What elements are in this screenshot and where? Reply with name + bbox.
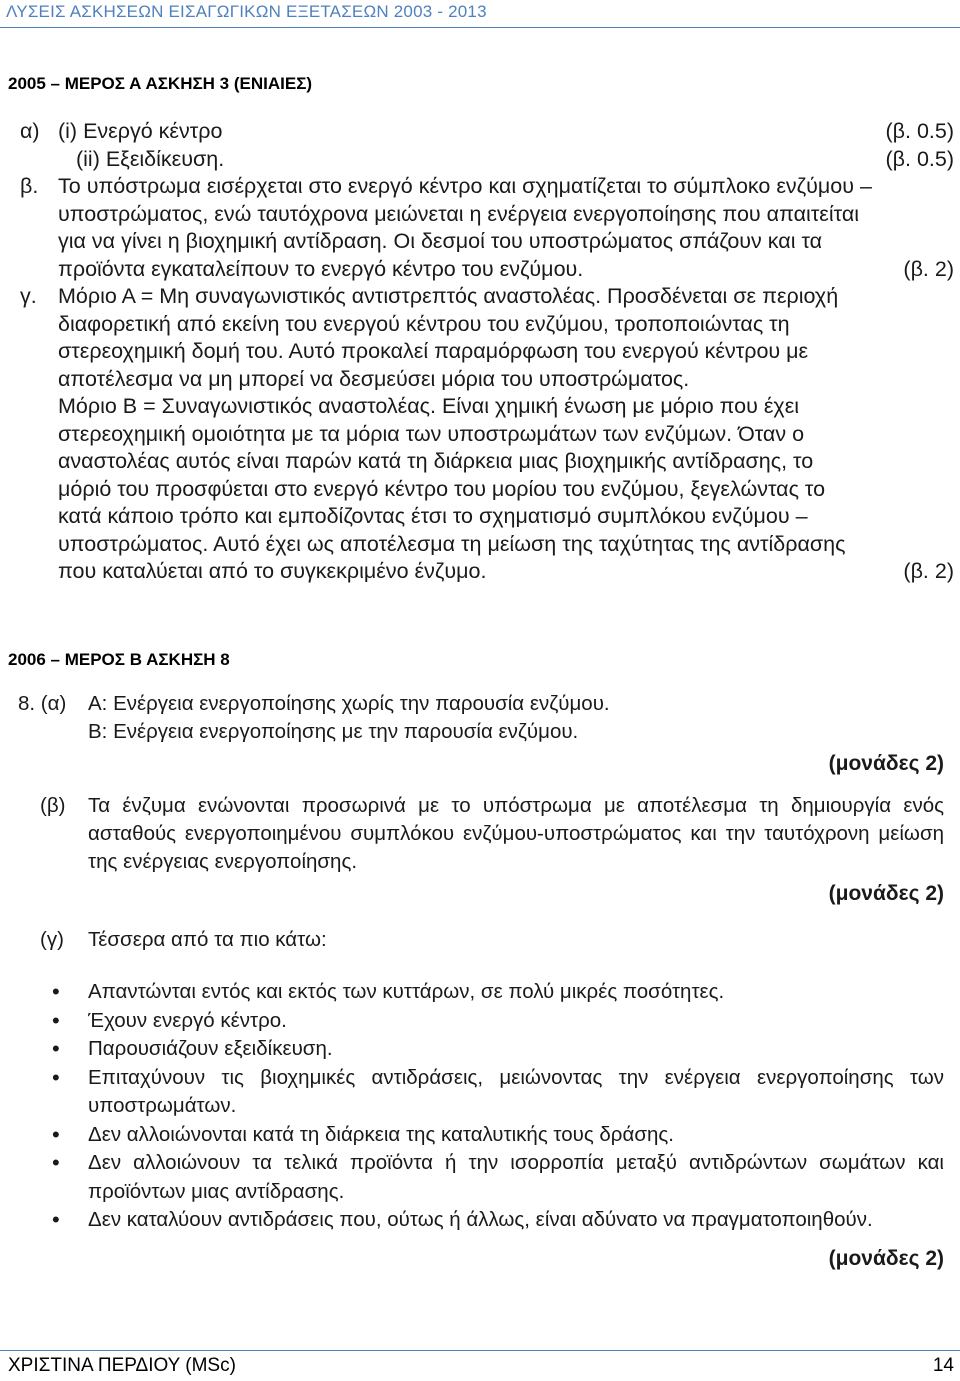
s2-b-text: Τα ένζυμα ενώνονται προσωρινά με το υπόστρωμα με αποτέλεσμα τη δημιουργία ενός ασταθούς ενεργοποιημένου συμπλόκου ενζύμου-υποστρώματος και την ταυτόχρονη μείωση της ενέργειας ενεργοποίησης. bbox=[88, 794, 944, 873]
s2-c-intro: Τέσσερα από τα πιο κάτω: bbox=[88, 928, 327, 951]
s2-c-label: (γ) bbox=[40, 928, 64, 951]
s1-b-row-3 bbox=[20, 256, 954, 284]
s2-a-line1: Α: Ενέργεια ενεργοποίησης χωρίς την παρουσία ενζύμου. bbox=[88, 692, 610, 715]
s2-a-line2: Β: Ενέργεια ενεργοποίησης με την παρουσία ενζύμου. bbox=[88, 720, 579, 743]
s1-c-label: γ. bbox=[20, 284, 37, 308]
footer-author: ΧΡΙΣΤΙΝΑ ΠΕΡΔΙΟΥ (MSc) bbox=[8, 1355, 236, 1376]
s1-b-row-0 bbox=[20, 173, 954, 201]
s1-b-line: υποστρώματος, ενώ ταυτόχρονα μειώνεται η ενέργεια ενεργοποίησης που απαιτείται bbox=[58, 201, 860, 226]
page-header: ΛΥΣΕΙΣ ΑΣΚΗΣΕΩΝ ΕΙΣΑΓΩΓΙΚΩΝ ΕΞΕΤΑΣΕΩΝ 2003 - 2013 bbox=[6, 2, 487, 21]
s1-c-line: στερεοχημική ομοιότητα με τα μόρια των υποστρωμάτων των ενζύμων. Όταν ο bbox=[58, 421, 805, 446]
header-divider bbox=[0, 27, 960, 28]
s2-c-block bbox=[18, 926, 944, 954]
s1-c-line: Μόριο Β = Συναγωνιστικός αναστολέας. Είναι χημική ένωση με μόριο που έχει bbox=[58, 394, 800, 418]
s1-a-i-row bbox=[20, 118, 954, 146]
s1-b-label: β. bbox=[20, 174, 39, 198]
s1-a-i-points: (β. 0.5) bbox=[885, 119, 954, 143]
s2-a-marks: (μονάδες 2) bbox=[828, 752, 944, 775]
list-item: • Δεν αλλοιώνονται κατά τη διάρκεια της καταλυτικής τους δράσης. bbox=[52, 1121, 944, 1150]
list-item: • Απαντώνται εντός και εκτός των κυττάρων, σε πολύ μικρές ποσότητες. bbox=[52, 978, 944, 1007]
s1-c-line: που καταλύεται από το συγκεκριμένο ένζυμο. bbox=[58, 559, 487, 583]
section1-title: 2005 – ΜΕΡΟΣ Α ΑΣΚΗΣΗ 3 (ΕΝΙΑΙΕΣ) bbox=[8, 74, 313, 93]
s1-a-ii-points: (β. 0.5) bbox=[885, 146, 954, 171]
s1-a-ii-text: (ii) Εξειδίκευση. bbox=[76, 146, 225, 171]
s1-b-line: Το υπόστρωμα εισέρχεται στο ενεργό κέντρο και σχηματίζεται το σύμπλοκο ενζύμου – bbox=[58, 174, 872, 198]
s1-c-line: μόριό του προσφύεται στο ενεργό κέντρο του μορίου του ενζύμου, ξεγελώντας το bbox=[58, 476, 826, 501]
s1-b-line: προϊόντα εγκαταλείπουν το ενεργό κέντρο του ενζύμου. bbox=[58, 256, 584, 281]
s1-a-label: α) bbox=[20, 119, 40, 143]
section2-answer-image bbox=[18, 690, 944, 1273]
footer-divider bbox=[0, 1350, 960, 1351]
s2-c-marks: (μονάδες 2) bbox=[828, 1246, 944, 1270]
s1-c-line: Μόριο Α = Μη συναγωνιστικός αντιστρεπτός αναστολέας. Προσδένεται σε περιοχή bbox=[58, 284, 839, 308]
s2-b-marks: (μονάδες 2) bbox=[828, 882, 944, 905]
s1-c-line: στερεοχημική δομή του. Αυτό προκαλεί παραμόρφωση του ενεργού κέντρου με bbox=[58, 339, 809, 363]
s1-a-ii-row bbox=[20, 146, 954, 174]
s1-c-line: αποτέλεσμα να μη μπορεί να δεσμεύσει μόρια του υποστρώματος. bbox=[58, 366, 690, 391]
s1-c-line: διαφορετική από εκείνη του ενεργού κέντρου του ενζύμου, τροποποιώντας τη bbox=[58, 311, 790, 336]
s1-c-line: κατά κάποιο τρόπο και εμποδίζοντας έτσι το σχηματισμό συμπλόκου ενζύμου – bbox=[58, 504, 808, 528]
s1-b-points: (β. 2) bbox=[903, 256, 954, 281]
s2-b-label: (β) bbox=[40, 794, 66, 817]
s1-a-i-text: (i) Ενεργό κέντρο bbox=[58, 119, 223, 143]
s2-a-label: 8. (α) bbox=[18, 692, 67, 715]
section1-answer-image bbox=[20, 118, 954, 586]
s2-a-block bbox=[18, 690, 944, 746]
s1-c-line: υποστρώματος. Αυτό έχει ως αποτέλεσμα τη μείωση της ταχύτητας της αντίδρασης bbox=[58, 531, 846, 556]
list-item: • Επιταχύνουν τις βιοχημικές αντιδράσεις, μειώνοντας την ενέργεια ενεργοποίησης των υποστρωμάτων. bbox=[52, 1064, 944, 1121]
s1-c-row-10 bbox=[20, 558, 954, 586]
s2-b-block bbox=[18, 792, 944, 876]
list-item: • Έχουν ενεργό κέντρο. bbox=[52, 1007, 944, 1036]
list-item: • Παρουσιάζουν εξειδίκευση. bbox=[52, 1035, 944, 1064]
s1-b-line: για να γίνει η βιοχημική αντίδραση. Οι δεσμοί του υποστρώματος σπάζουν και τα bbox=[58, 229, 823, 253]
list-item: • Δεν αλλοιώνουν τα τελικά προϊόντα ή την ισορροπία μεταξύ αντιδρώντων σωμάτων και προϊόντων μιας αντίδρασης. bbox=[52, 1149, 944, 1206]
list-item: • Δεν καταλύουν αντιδράσεις που, ούτως ή άλλως, είναι αδύνατο να πραγματοποιηθούν. bbox=[52, 1206, 944, 1235]
page-number: 14 bbox=[932, 1355, 954, 1376]
section2-title: 2006 – ΜΕΡΟΣ Β ΑΣΚΗΣΗ 8 bbox=[8, 650, 230, 669]
s1-c-row-0 bbox=[20, 283, 954, 311]
s2-c-bullet-list bbox=[18, 978, 944, 1235]
s1-c-line: αναστολέας αυτός είναι παρών κατά τη διάρκεια μιας βιοχημικής αντίδρασης, το bbox=[58, 449, 814, 473]
s1-c-points: (β. 2) bbox=[903, 559, 954, 583]
